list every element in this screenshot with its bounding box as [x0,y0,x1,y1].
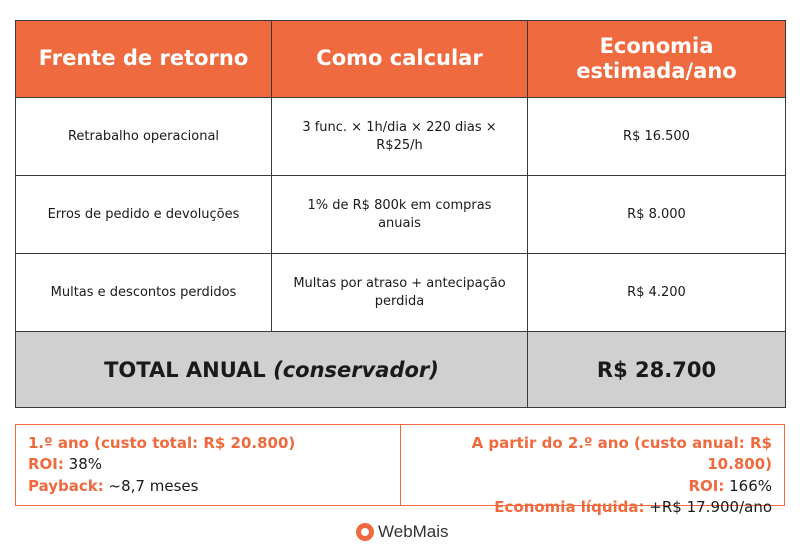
first-year-roi [28,454,388,475]
roi-summary-box [15,424,785,516]
header-economia-text: Economia estimada/ano [576,33,737,83]
savings-label: Economia líquida: [494,497,645,516]
webmais-logo-icon [356,523,374,541]
roi-table [15,20,786,408]
table-row [16,254,786,332]
header-calculo: Como calcular [272,21,528,98]
brand-logo [356,522,449,542]
header-frente: Frente de retorno [16,21,272,98]
brand-name: WebMais [378,522,449,541]
roi-table-container [15,20,785,410]
cell-economia: R$ 8.000 [528,176,786,254]
payback-label: Payback: [28,476,104,495]
total-qualifier: (conservador) [273,357,439,382]
roi-value: 166% [729,476,772,495]
savings-value: +R$ 17.900/ano [649,497,772,516]
total-label: TOTAL ANUAL [104,357,266,382]
first-year-title: 1.º ano (custo total: R$ 20.800) [28,434,296,452]
table-header-row [16,21,786,98]
table-row [16,98,786,176]
cell-economia: R$ 16.500 [528,98,786,176]
cell-frente: Multas e descontos perdidos [16,254,272,332]
first-year-payback [28,476,388,497]
cell-frente: Erros de pedido e devoluções [16,176,272,254]
first-year-summary [16,425,401,505]
total-row [16,332,786,408]
second-year-roi [413,476,773,497]
total-label-cell [16,332,528,408]
header-economia [528,21,786,98]
roi-value: 38% [68,455,103,474]
cell-calculo: 3 func. × 1h/dia × 220 dias × R$25/h [272,98,528,176]
second-year-summary [401,425,785,516]
payback-value: ~8,7 meses [108,476,199,495]
table-row [16,176,786,254]
roi-label: ROI: [28,455,64,474]
cell-calculo: Multas por atraso + antecipação perdida [272,254,528,332]
cell-frente: Retrabalho operacional [16,98,272,176]
total-value: R$ 28.700 [528,332,786,408]
second-year-savings [413,497,773,518]
second-year-title: A partir do 2.º ano (custo anual: R$ 10.800) [471,434,772,474]
cell-calculo: 1% de R$ 800k em compras anuais [272,176,528,254]
cell-economia: R$ 4.200 [528,254,786,332]
roi-label: ROI: [688,476,725,495]
